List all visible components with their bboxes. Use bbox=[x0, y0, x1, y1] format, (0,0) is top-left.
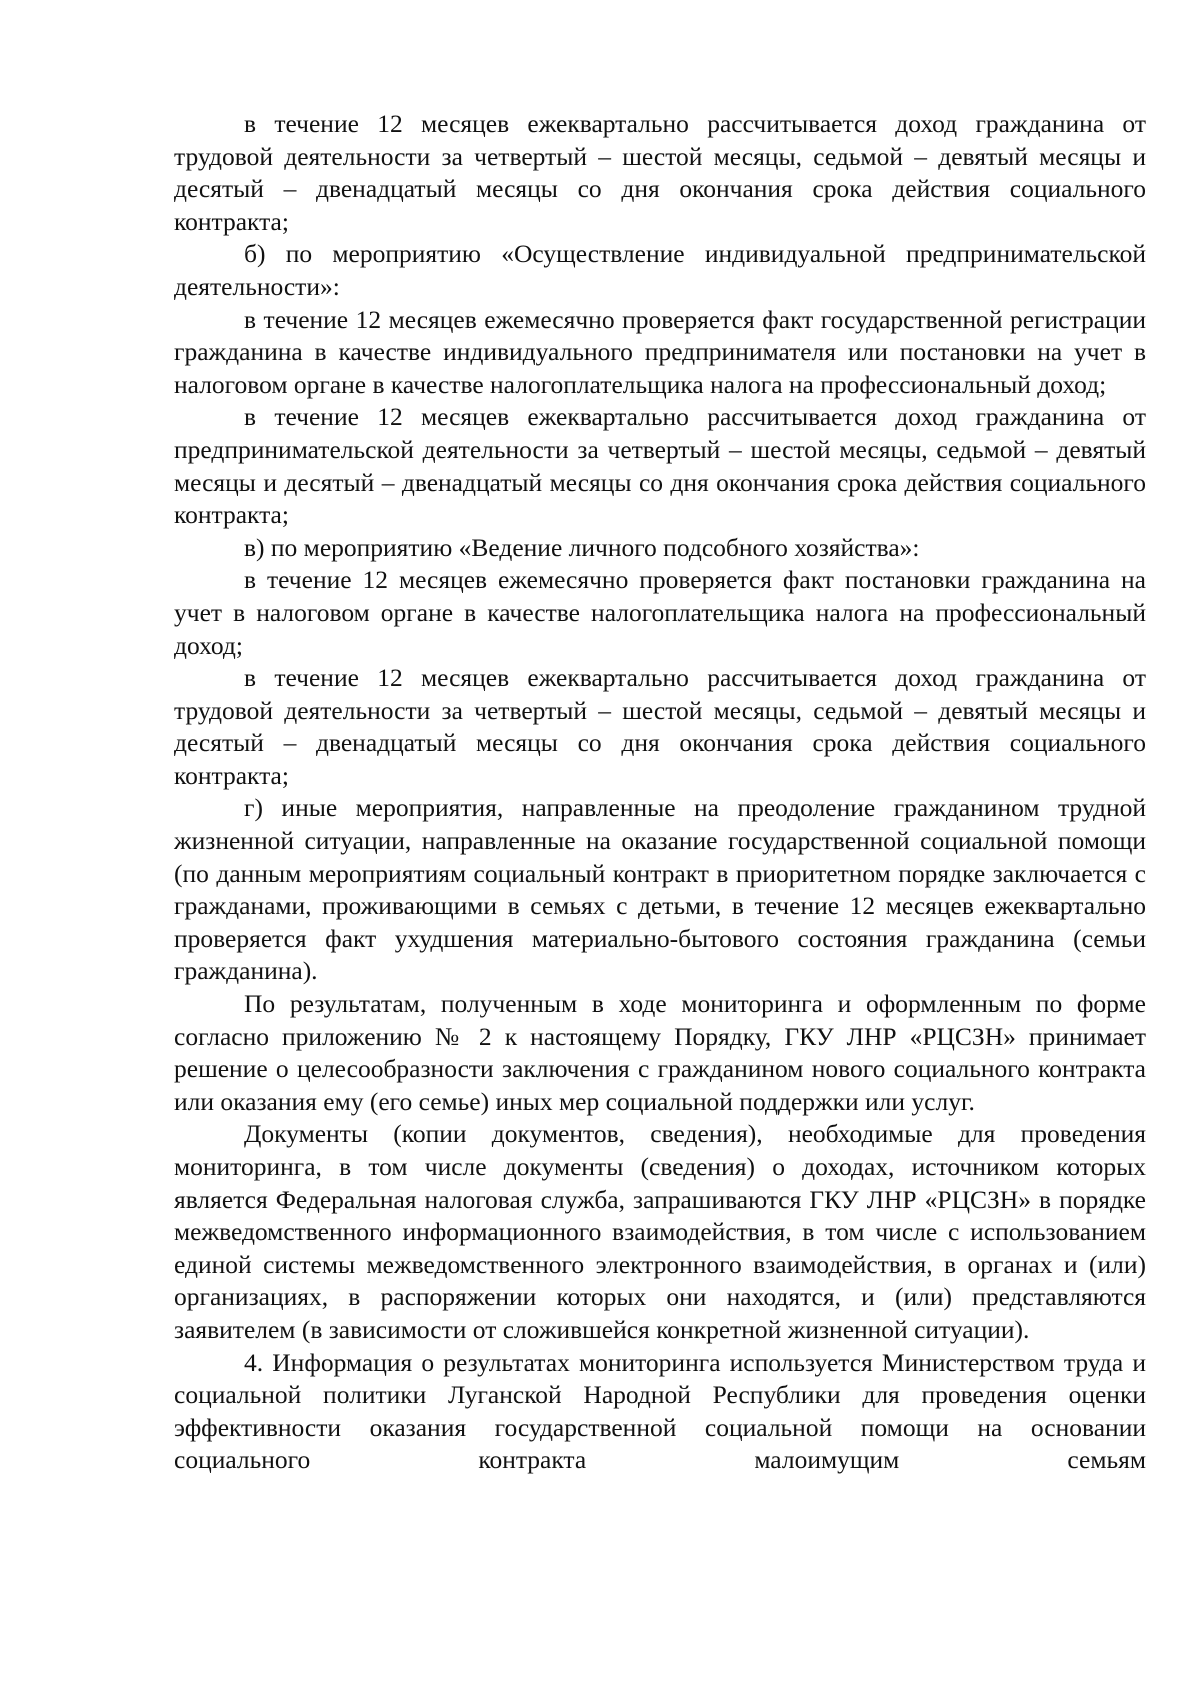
paragraph-registration-check: в течение 12 месяцев ежемесячно проверяется факт государственной регистрации гражданина в качестве индивидуального предпринимателя или постановки на учет в налоговом органе в качестве налогоплательщика налога на профессиональный доход; bbox=[174, 304, 1146, 399]
paragraph-item-b: б) по мероприятию «Осуществление индивидуальной предпринимательской деятельности»: bbox=[174, 239, 1146, 301]
paragraph-item-v: в) по мероприятию «Ведение личного подсобного хозяйства»: bbox=[244, 532, 920, 562]
paragraph-item-g: г) иные мероприятия, направленные на преодоление гражданином трудной жизненной ситуации, направленные на оказание государственной социальной помощи (по данным мероприятиям социальный контракт в приоритетном порядке заключается с гражданами, проживающими в семьях с детьми, в течение 12 месяцев ежеквартально проверяется факт ухудшения материально-бытового состояния гражданина (семьи гражданина). bbox=[174, 793, 1146, 986]
paragraph-section-4: 4. Информация о результатах мониторинга используется Министерством труда и социальной политики Луганской Народной Республики для проведения оценки эффективности оказания государственной социальной помощи на основании социального контракта малоимущим семьям bbox=[174, 1347, 1146, 1475]
paragraph-income-check-2: в течение 12 месяцев ежеквартально рассчитывается доход гражданина от предпринимательской деятельности за четвертый – шестой месяцы, седьмой – девятый месяцы и десятый – двенадцатый месяцы со дня окончания срока действия социального контракта; bbox=[174, 402, 1146, 530]
document-page bbox=[174, 108, 1146, 1477]
paragraph-tax-registration-check: в течение 12 месяцев ежемесячно проверяется факт постановки гражданина на учет в налоговом органе в качестве налогоплательщика налога на профессиональный доход; bbox=[174, 565, 1146, 660]
paragraph-income-check-1: в течение 12 месяцев ежеквартально рассчитывается доход гражданина от трудовой деятельности за четвертый – шестой месяцы, седьмой – девятый месяцы и десятый – двенадцатый месяцы со дня окончания срока действия социального контракта; bbox=[174, 109, 1146, 236]
paragraph-monitoring-results: По результатам, полученным в ходе мониторинга и оформленным по форме согласно приложению № 2 к настоящему Порядку, ГКУ ЛНР «РЦСЗН» принимает решение о целесообразности заключения с гражданином нового социального контракта или оказания ему (его семье) иных мер социальной поддержки или услуг. bbox=[174, 989, 1146, 1116]
paragraph-documents-request: Документы (копии документов, сведения), необходимые для проведения мониторинга, в том числе документы (сведения) о доходах, источником которых является Федеральная налоговая служба, запрашиваются ГКУ ЛНР «РЦСЗН» в порядке межведомственного информационного взаимодействия, в том числе с использованием единой системы межведомственного электронного взаимодействия, в органах и (или) организациях, в распоряжении которых они находятся, и (или) представляются заявителем (в зависимости от сложившейся конкретной жизненной ситуации). bbox=[174, 1119, 1146, 1344]
paragraph-income-check-3: в течение 12 месяцев ежеквартально рассчитывается доход гражданина от трудовой деятельности за четвертый – шестой месяцы, седьмой – девятый месяцы и десятый – двенадцатый месяцы со дня окончания срока действия социального контракта; bbox=[174, 663, 1146, 790]
